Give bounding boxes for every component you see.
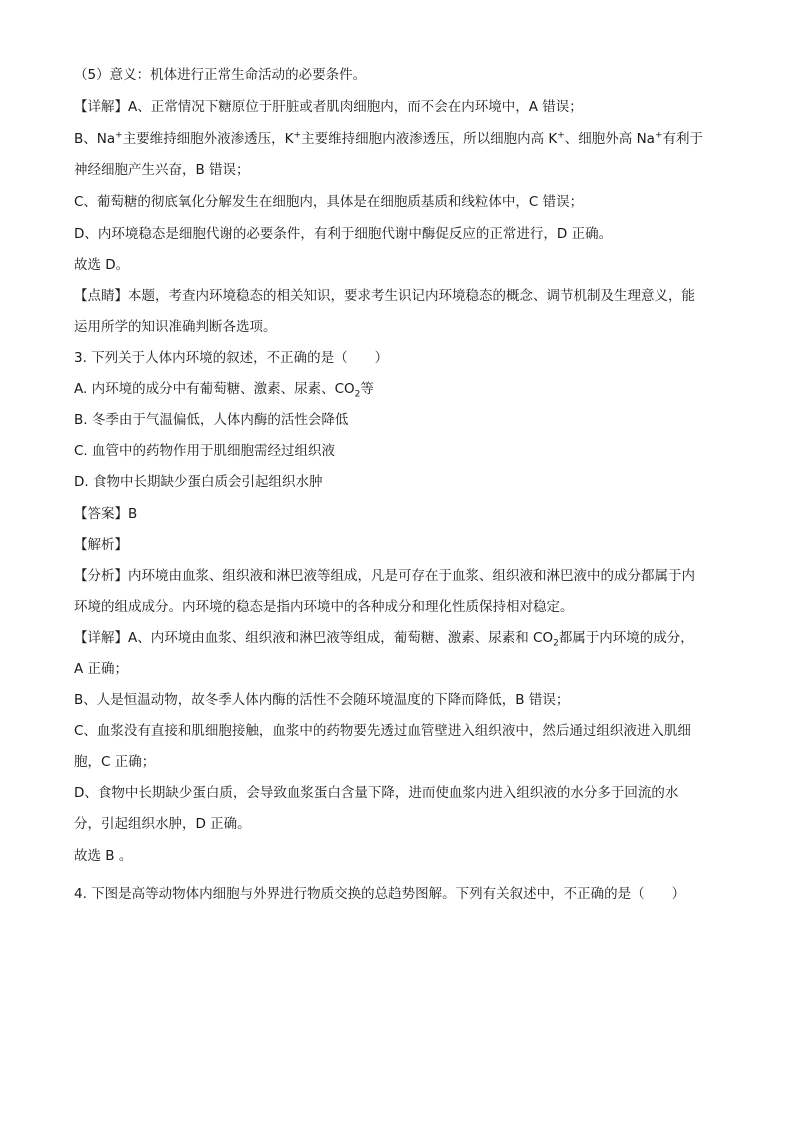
text-span: 故选 D。 xyxy=(74,257,130,273)
text-line xyxy=(74,815,251,833)
text-line xyxy=(74,130,703,148)
option-b xyxy=(74,411,348,429)
superscript: + xyxy=(293,130,302,141)
text-span: 运用所学的知识准确判断各选项。 xyxy=(74,319,277,335)
text-span: C、血浆没有直接和肌细胞接触，血浆中的药物要先透过血管壁进入组织液中，然后通过组织液进入肌细 xyxy=(74,723,691,739)
text-span: 3. 下列关于人体内环境的叙述，不正确的是（ ） xyxy=(74,350,389,366)
answer-line xyxy=(74,505,137,523)
text-span: 神经细胞产生兴奋，B 错误； xyxy=(74,162,250,178)
superscript: + xyxy=(115,130,123,141)
text-span: 有利于 xyxy=(662,131,704,147)
text-span: 4. 下图是高等动物体内细胞与外界进行物质交换的总趋势图解。下列有关叙述中，不正确的是（ ） xyxy=(74,886,686,902)
superscript: + xyxy=(557,130,565,141)
text-span: 【答案】B xyxy=(74,506,138,522)
text-span: 分，引起组织水肿，D 正确。 xyxy=(74,816,251,832)
subscript: 2 xyxy=(354,389,361,400)
text-span: 胞，C 正确； xyxy=(74,754,156,770)
text-line xyxy=(74,660,128,678)
subscript: 2 xyxy=(553,638,559,649)
text-line xyxy=(74,847,132,865)
text-span: 环境的组成成分。内环境的稳态是指内环境中的各种成分和理化性质保持相对稳定。 xyxy=(74,599,574,615)
text-span: 主要维持细胞外液渗透压，K xyxy=(122,131,294,147)
text-span: D、食物中长期缺少蛋白质，会导致血浆蛋白含量下降，进而使血浆内进入组织液的水分多于回流的水 xyxy=(74,785,679,801)
text-line xyxy=(74,98,583,116)
text-line xyxy=(74,225,612,243)
text-span: 主要维持细胞内液渗透压，所以细胞内高 K xyxy=(301,131,558,147)
text-span: 【分析】内环境由血浆、组织液和淋巴液等组成，凡是可存在于血浆、组织液和淋巴液中的成分都属于内 xyxy=(74,568,695,584)
option-a xyxy=(74,380,374,398)
text-line xyxy=(74,753,155,771)
question-stem xyxy=(74,885,685,903)
text-line xyxy=(74,691,569,709)
text-span: 【详解】A、内环境由血浆、组织液和淋巴液等组成，葡萄糖、激素、尿素和 CO xyxy=(74,630,554,646)
text-span: B、Na xyxy=(74,131,116,147)
text-span: 、细胞外高 Na xyxy=(564,131,655,147)
text-span: （5）意义：机体进行正常生命活动的必要条件。 xyxy=(74,67,367,83)
text-line xyxy=(74,66,366,84)
text-span: 故选 B 。 xyxy=(74,848,133,864)
text-span: A 正确； xyxy=(74,661,129,677)
text-line xyxy=(74,287,695,305)
superscript: + xyxy=(654,130,663,141)
text-line xyxy=(74,318,277,336)
text-span: B. 冬季由于气温偏低，人体内酶的活性会降低 xyxy=(74,412,349,428)
text-span: 【解析】 xyxy=(74,537,128,553)
text-span: D. 食物中长期缺少蛋白质会引起组织水肿 xyxy=(74,474,323,490)
text-line xyxy=(74,567,695,585)
text-span: 等 xyxy=(360,381,374,397)
text-span: 都属于内环境的成分， xyxy=(558,630,694,646)
option-d xyxy=(74,473,322,491)
option-c xyxy=(74,442,335,460)
text-line xyxy=(74,161,250,179)
text-span: 【点睛】本题，考查内环境稳态的相关知识，要求考生识记内环境稳态的概念、调节机制及生理意义，能 xyxy=(74,288,695,304)
text-line xyxy=(74,629,694,647)
text-span: C. 血管中的药物作用于肌细胞需经过组织液 xyxy=(74,443,336,459)
text-line xyxy=(74,256,129,274)
text-line xyxy=(74,784,678,802)
question-stem xyxy=(74,349,388,367)
text-line xyxy=(74,722,691,740)
text-span: D、内环境稳态是细胞代谢的必要条件，有利于细胞代谢中酶促反应的正常进行，D 正确。 xyxy=(74,226,613,242)
text-span: C、葡萄糖的彻底氧化分解发生在细胞内，具体是在细胞质基质和线粒体中，C 错误； xyxy=(74,194,584,210)
text-span: B、人是恒温动物，故冬季人体内酶的活性不会随环境温度的下降而降低，B 错误； xyxy=(74,692,570,708)
text-span: A. 内环境的成分中有葡萄糖、激素、尿素、CO xyxy=(74,381,355,397)
analysis-heading xyxy=(74,536,128,554)
text-line xyxy=(74,193,583,211)
text-line xyxy=(74,598,574,616)
text-span: 【详解】A、正常情况下糖原位于肝脏或者肌肉细胞内，而不会在内环境中，A 错误； xyxy=(74,99,583,115)
